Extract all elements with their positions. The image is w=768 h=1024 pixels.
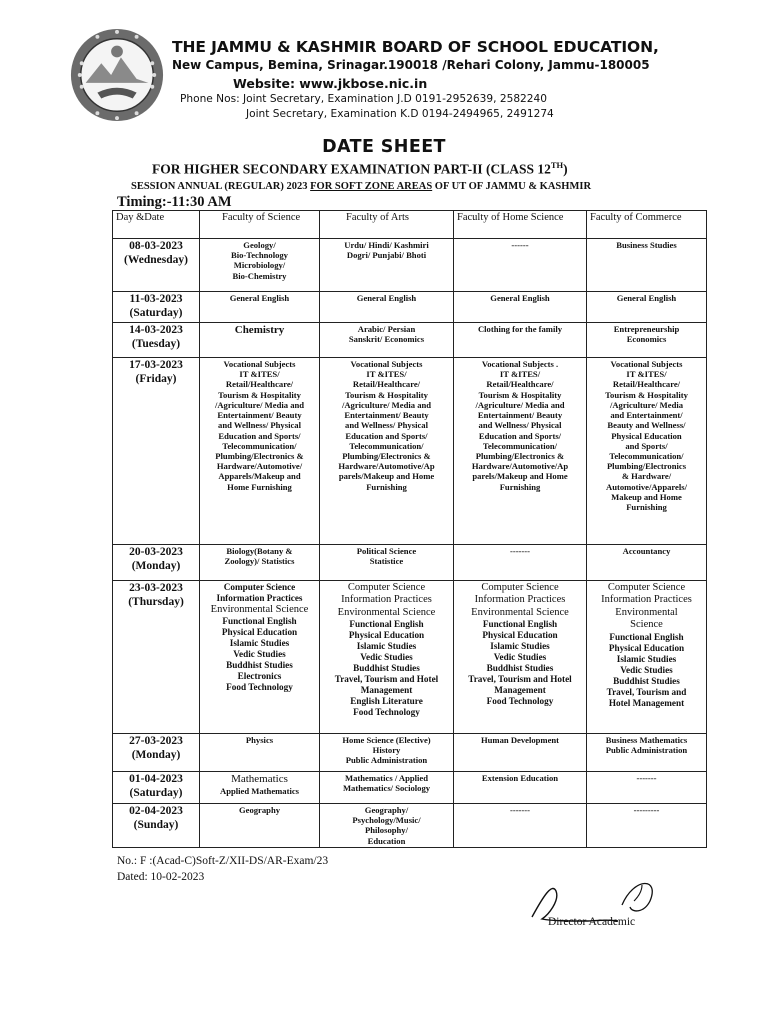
- table-header-row: [113, 211, 707, 239]
- exam-date-cell: [113, 545, 200, 581]
- subject-line: Environmental Science: [337, 606, 436, 618]
- subject-line: Science: [630, 619, 663, 631]
- table-row: [113, 358, 707, 545]
- board-website: Website: www.jkbose.nic.in: [233, 76, 428, 91]
- subject-line: Travel, Tourism and Hotel: [334, 674, 439, 685]
- table-row: [113, 292, 707, 323]
- exam-date: 17-03-2023: [129, 359, 183, 371]
- commerce-subjects-cell: [587, 292, 707, 323]
- science-subjects-cell: [200, 239, 320, 292]
- home-subjects-cell: [454, 292, 587, 323]
- subject-line: Entrepreneurship: [613, 324, 680, 334]
- subject-line: Home Science (Elective): [342, 735, 431, 745]
- subject-line: Islamic Studies: [490, 641, 550, 652]
- date-sheet-table: [112, 210, 707, 848]
- arts-subjects-cell: [320, 323, 454, 358]
- subject-line: Information Practices: [341, 594, 432, 606]
- subject-line: Furnishing: [366, 481, 407, 492]
- subject-line: Tourism & Hospitality: [218, 389, 301, 400]
- subject-line: Political Science: [356, 546, 417, 556]
- subject-line: Computer Science: [481, 582, 559, 593]
- table-row: [113, 772, 707, 804]
- subject-line: Furnishing: [499, 481, 541, 492]
- subject-line: parels/Makeup and Home: [472, 471, 568, 482]
- phone-line-kashmir: Joint Secretary, Examination K.D 0194-2494965, 2491274: [246, 108, 554, 120]
- subject-line: and Wellness/ Physical: [478, 420, 562, 431]
- exam-weekday: (Tuesday): [131, 337, 181, 350]
- subject-line: Hardware/Automotive/Ap: [338, 461, 435, 472]
- home-subjects-cell: [454, 581, 587, 734]
- exam-weekday: (Saturday): [129, 306, 183, 319]
- commerce-subjects-cell: [587, 239, 707, 292]
- subject-line: Geography/: [364, 805, 409, 815]
- subject-line: Extension Education: [481, 773, 559, 783]
- subject-line: and Entertainment/: [610, 410, 683, 421]
- subtitle-end: ): [563, 161, 568, 177]
- subject-line: Physical Education: [611, 430, 682, 441]
- subject-line: Chemistry: [234, 324, 285, 336]
- subject-line: Retail/Healthcare/: [225, 379, 294, 390]
- subject-line: Vedic Studies: [233, 649, 286, 660]
- subject-line: -------: [636, 773, 657, 783]
- subject-line: Human Development: [480, 735, 560, 745]
- subject-line: Bio-Chemistry: [232, 270, 287, 281]
- home-subjects-cell: [454, 545, 587, 581]
- subject-line: /Agriculture/ Media and: [341, 399, 432, 410]
- science-subjects-cell: [200, 734, 320, 772]
- subject-line: Computer Science: [347, 582, 426, 593]
- home-subjects-cell: [454, 323, 587, 358]
- subject-line: ------: [511, 240, 529, 250]
- subject-line: Vocational Subjects: [350, 359, 423, 369]
- subject-line: /Agriculture/ Media and: [214, 399, 305, 410]
- subject-line: Education and Sports/: [345, 430, 428, 441]
- arts-subjects-cell: [320, 581, 454, 734]
- exam-weekday: (Monday): [131, 748, 181, 761]
- science-subjects-cell: [200, 581, 320, 734]
- subject-line: Entertainment/ Beauty: [217, 410, 302, 421]
- table-row: [113, 734, 707, 772]
- commerce-subjects-cell: [587, 734, 707, 772]
- subject-line: Hotel Management: [608, 697, 685, 708]
- session-line: [131, 181, 591, 192]
- arts-subjects-cell: [320, 292, 454, 323]
- subject-line: Environmental Science: [210, 603, 309, 615]
- subject-line: and Wellness/ Physical: [345, 420, 428, 431]
- subject-line: Food Technology: [353, 706, 420, 717]
- commerce-subjects-cell: [587, 323, 707, 358]
- subject-line: Makeup and Home: [611, 491, 682, 502]
- board-seal-icon: [68, 26, 166, 124]
- exam-date: 11-03-2023: [129, 293, 183, 305]
- subject-line: Retail/Healthcare/: [352, 379, 421, 390]
- subject-line: ---------: [633, 805, 660, 815]
- exam-date-cell: [113, 804, 200, 848]
- subtitle-text: FOR HIGHER SECONDARY EXAMINATION PART-II (CLASS 12: [152, 161, 551, 177]
- exam-date: 20-03-2023: [129, 546, 183, 558]
- exam-date-cell: [113, 772, 200, 804]
- subject-line: Physical Education: [608, 642, 685, 653]
- subject-line: Mathematics: [231, 773, 288, 785]
- subject-line: Education and Sports/: [478, 430, 562, 441]
- subject-line: Buddhist Studies: [226, 660, 293, 671]
- subject-line: Plumbing/Electronics &: [215, 450, 304, 461]
- subject-line: Electronics: [237, 671, 282, 682]
- exam-date-cell: [113, 358, 200, 545]
- subject-line: Physical Education: [348, 630, 425, 641]
- subject-line: -------: [509, 546, 531, 556]
- subject-line: Telecommunication/: [609, 450, 684, 461]
- subject-line: Environmental Science: [471, 606, 569, 618]
- page-title: DATE SHEET: [322, 137, 446, 157]
- subject-line: Food Technology: [226, 681, 293, 692]
- subject-line: Mathematics/ Sociology: [342, 783, 431, 794]
- subject-line: Statistice: [369, 556, 404, 567]
- science-subjects-cell: [200, 772, 320, 804]
- subject-line: Vedic Studies: [493, 652, 547, 663]
- exam-timing: Timing:-11:30 AM: [117, 194, 232, 210]
- subject-line: and Wellness/ Physical: [218, 420, 301, 431]
- subject-line: Vocational Subjects .: [481, 359, 559, 369]
- subject-line: Business Mathematics: [605, 735, 688, 745]
- science-subjects-cell: [200, 545, 320, 581]
- commerce-subjects-cell: [587, 804, 707, 848]
- subject-line: Functional English: [349, 619, 424, 630]
- home-subjects-cell: [454, 772, 587, 804]
- table-row: [113, 545, 707, 581]
- session-suffix: OF UT OF JAMMU & KASHMIR: [432, 181, 592, 192]
- subject-line: Buddhist Studies: [486, 663, 554, 674]
- letterhead: [0, 0, 768, 130]
- subject-line: Hardware/Automotive/Ap: [471, 461, 569, 472]
- subject-line: /Agriculture/ Media and: [475, 399, 565, 410]
- subject-line: Clothing for the family: [477, 324, 563, 334]
- arts-subjects-cell: [320, 545, 454, 581]
- home-subjects-cell: [454, 239, 587, 292]
- home-subjects-cell: [454, 804, 587, 848]
- subject-line: Environmental: [615, 606, 678, 618]
- subject-line: Computer Science: [223, 582, 296, 592]
- subject-line: Retail/Healthcare/: [612, 379, 681, 390]
- exam-weekday: (Wednesday): [124, 253, 188, 266]
- subject-line: Functional English: [609, 631, 684, 642]
- subject-line: General English: [490, 293, 550, 303]
- subject-line: Urdu/ Hindi/ Kashmiri: [344, 240, 429, 250]
- exam-date: 14-03-2023: [129, 324, 183, 336]
- subject-line: History: [372, 745, 401, 756]
- exam-weekday: (Saturday): [129, 786, 183, 799]
- subject-line: Automotive/Apparels/: [605, 481, 687, 492]
- subject-line: Entertainment/ Beauty: [477, 410, 563, 421]
- subject-line: Accountancy: [622, 546, 671, 556]
- subject-line: Plumbing/Electronics &: [342, 450, 431, 461]
- exam-date-cell: [113, 734, 200, 772]
- subject-line: IT &ITES/: [499, 369, 541, 380]
- subject-line: Management: [494, 685, 546, 696]
- subject-line: Functional English: [222, 616, 297, 627]
- subject-line: Retail/Healthcare/: [486, 379, 554, 390]
- exam-date: 08-03-2023: [129, 240, 183, 252]
- exam-date: 01-04-2023: [129, 773, 183, 785]
- subject-line: Education: [367, 835, 406, 846]
- table-row: [113, 804, 707, 848]
- subject-line: Bio-Technology: [231, 250, 288, 261]
- table-row: [113, 581, 707, 734]
- table-row: [113, 323, 707, 358]
- column-header: Faculty of Home Science: [454, 211, 587, 239]
- subject-line: & Hardware/: [621, 471, 672, 482]
- board-name: THE JAMMU & KASHMIR BOARD OF SCHOOL EDUCATION,: [172, 38, 659, 56]
- subject-line: Travel, Tourism and Hotel: [468, 674, 572, 685]
- subject-line: Islamic Studies: [229, 638, 290, 649]
- exam-date-cell: [113, 292, 200, 323]
- subject-line: Mathematics / Applied: [344, 773, 429, 783]
- subject-line: Economics: [626, 334, 667, 345]
- session-underlined: FOR SOFT ZONE AREAS: [310, 181, 433, 192]
- subject-line: English Literature: [350, 696, 423, 707]
- signatory-title: Director Academic: [548, 916, 636, 928]
- subject-line: -------: [509, 805, 531, 815]
- subject-line: Plumbing/Electronics &: [475, 450, 565, 461]
- subject-line: Vocational Subjects: [223, 359, 296, 369]
- exam-date-cell: [113, 581, 200, 734]
- subject-line: Dogri/ Punjabi/ Bhoti: [346, 250, 427, 261]
- subject-line: Information Practices: [474, 594, 566, 606]
- commerce-subjects-cell: [587, 545, 707, 581]
- arts-subjects-cell: [320, 358, 454, 545]
- subject-line: parels/Makeup and Home: [338, 471, 435, 482]
- science-subjects-cell: [200, 292, 320, 323]
- subject-line: IT &ITES/: [239, 369, 280, 380]
- session-prefix: SESSION ANNUAL (REGULAR) 2023: [131, 181, 311, 192]
- subject-line: Physical Education: [221, 627, 298, 638]
- subject-line: Hardware/Automotive/: [216, 461, 303, 472]
- column-header: Faculty of Arts: [320, 211, 454, 239]
- arts-subjects-cell: [320, 772, 454, 804]
- subject-line: /Agriculture/ Media: [609, 399, 684, 410]
- subject-line: Computer Science: [607, 582, 686, 593]
- subject-line: Tourism & Hospitality: [345, 389, 428, 400]
- subject-line: Public Administration: [605, 745, 688, 756]
- subject-line: Vedic Studies: [360, 652, 413, 663]
- subject-line: Public Administration: [345, 755, 428, 766]
- exam-weekday: (Thursday): [128, 595, 184, 608]
- exam-date: 23-03-2023: [129, 582, 183, 594]
- subject-line: General English: [229, 293, 290, 303]
- subject-line: Vocational Subjects: [610, 359, 683, 369]
- column-header: Faculty of Commerce: [587, 211, 707, 239]
- subject-line: Home Furnishing: [227, 481, 292, 492]
- column-header: Faculty of Science: [200, 211, 320, 239]
- subject-line: Plumbing/Electronics: [606, 461, 687, 472]
- home-subjects-cell: [454, 734, 587, 772]
- phone-line-jammu: Phone Nos: Joint Secretary, Examination J.D 0191-2952639, 2582240: [180, 93, 548, 105]
- subject-line: Apparels/Makeup and: [218, 471, 301, 482]
- subject-line: Philosophy/: [365, 825, 408, 836]
- subject-line: General English: [616, 293, 677, 303]
- subject-line: Food Technology: [486, 696, 554, 707]
- subject-line: Islamic Studies: [356, 641, 417, 652]
- subtitle-superscript: TH: [550, 160, 564, 170]
- subject-line: Tourism & Hospitality: [605, 389, 688, 400]
- exam-date-cell: [113, 239, 200, 292]
- subject-line: Telecommunication/: [482, 440, 558, 451]
- subject-line: Applied Mathematics: [219, 786, 299, 797]
- subject-line: Arabic/ Persian: [357, 324, 416, 334]
- subject-line: Geography: [238, 805, 281, 815]
- subject-line: Management: [360, 685, 413, 696]
- exam-weekday: (Monday): [131, 559, 181, 572]
- subject-line: Beauty and Wellness/: [607, 420, 686, 431]
- exam-subtitle: [152, 160, 568, 178]
- subject-line: Physical Education: [482, 630, 558, 641]
- subject-line: Education and Sports/: [218, 430, 301, 441]
- commerce-subjects-cell: [587, 772, 707, 804]
- subject-line: Islamic Studies: [616, 653, 677, 664]
- science-subjects-cell: [200, 323, 320, 358]
- subject-line: Zoology)/ Statistics: [224, 556, 295, 567]
- subject-line: Business Studies: [616, 240, 677, 250]
- subject-line: Biology(Botany &: [226, 546, 293, 556]
- subject-line: and Sports/: [625, 440, 668, 451]
- reference-number: No.: F :(Acad-C)Soft-Z/XII-DS/AR-Exam/23: [117, 855, 329, 867]
- subject-line: Information Practices: [216, 592, 303, 603]
- subject-line: Telecommunication/: [222, 440, 297, 451]
- board-address: New Campus, Bemina, Srinagar.190018 /Rehari Colony, Jammu-180005: [172, 58, 650, 72]
- exam-date-cell: [113, 323, 200, 358]
- arts-subjects-cell: [320, 239, 454, 292]
- subject-line: Travel, Tourism and: [606, 686, 687, 697]
- subject-line: Buddhist Studies: [353, 663, 420, 674]
- exam-date: 02-04-2023: [129, 805, 183, 817]
- science-subjects-cell: [200, 804, 320, 848]
- science-subjects-cell: [200, 358, 320, 545]
- column-header: Day &Date: [113, 211, 200, 239]
- subject-line: General English: [356, 293, 417, 303]
- arts-subjects-cell: [320, 734, 454, 772]
- commerce-subjects-cell: [587, 581, 707, 734]
- exam-weekday: (Friday): [135, 372, 177, 385]
- subject-line: IT &ITES/: [366, 369, 407, 380]
- issue-date: Dated: 10-02-2023: [117, 871, 205, 883]
- commerce-subjects-cell: [587, 358, 707, 545]
- subject-line: Physics: [245, 735, 274, 745]
- subject-line: Entertainment/ Beauty: [344, 410, 429, 421]
- subject-line: Buddhist Studies: [613, 675, 680, 686]
- exam-weekday: (Sunday): [133, 818, 179, 831]
- exam-date: 27-03-2023: [129, 735, 183, 747]
- subject-line: Vedic Studies: [620, 664, 673, 675]
- subject-line: Microbiology/: [233, 260, 286, 271]
- table-row: [113, 239, 707, 292]
- home-subjects-cell: [454, 358, 587, 545]
- subject-line: Information Practices: [601, 594, 692, 606]
- subject-line: Tourism & Hospitality: [478, 389, 562, 400]
- subject-line: Geology/: [243, 240, 276, 250]
- subject-line: IT &ITES/: [626, 369, 667, 380]
- arts-subjects-cell: [320, 804, 454, 848]
- subject-line: Telecommunication/: [349, 440, 424, 451]
- subject-line: Sanskrit/ Economics: [348, 334, 425, 345]
- subject-line: Furnishing: [626, 502, 667, 513]
- subject-line: Psychology/Music/: [352, 815, 421, 826]
- subject-line: Functional English: [482, 619, 558, 630]
